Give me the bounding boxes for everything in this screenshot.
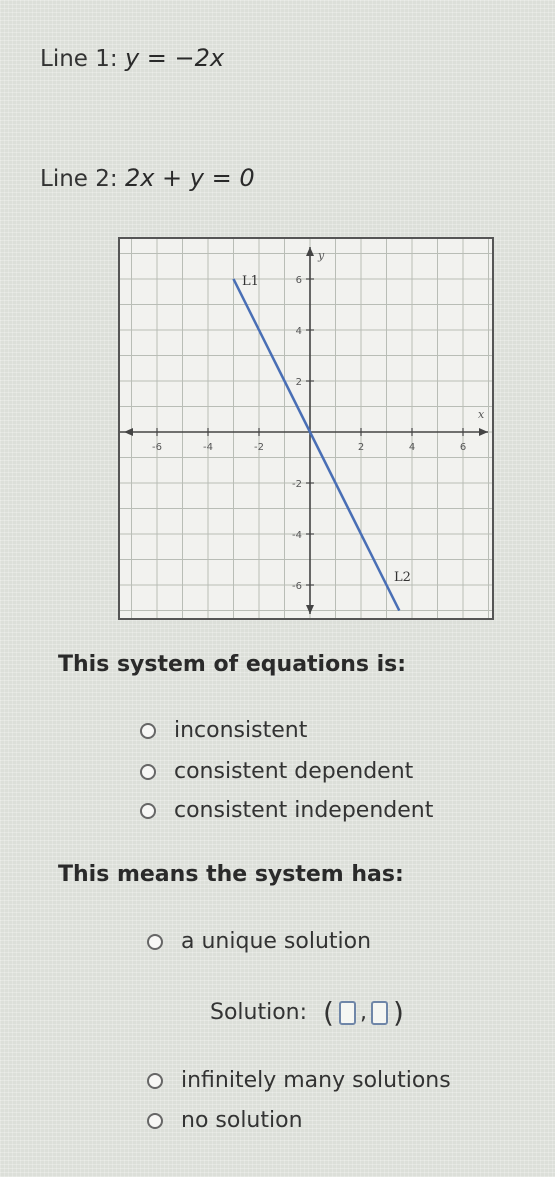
option-unique-solution[interactable] <box>147 929 371 954</box>
y-tick-label: 2 <box>295 377 302 388</box>
x-tick-label: -4 <box>203 442 213 453</box>
y-tick-label: 6 <box>295 275 302 286</box>
line-1-label: Line 1: <box>40 46 118 72</box>
y-tick-label: -4 <box>292 530 302 541</box>
graph-canvas <box>120 239 492 618</box>
question-system-type: This system of equations is: <box>58 652 407 677</box>
option-unique-solution-label: a unique solution <box>181 929 372 954</box>
radio-inconsistent[interactable] <box>140 723 156 739</box>
x-tick-label: -6 <box>152 442 162 453</box>
line-2-equation <box>40 164 255 192</box>
radio-no-solution[interactable] <box>147 1113 163 1129</box>
solution-y-input[interactable] <box>371 1001 388 1025</box>
line-1-formula: y = −2x <box>124 44 225 72</box>
question-solution-count: This means the system has: <box>58 862 404 887</box>
x-axis-label: x <box>478 408 485 421</box>
solution-row <box>210 996 406 1029</box>
option-no-solution-label: no solution <box>181 1108 303 1133</box>
option-consistent-dependent[interactable] <box>140 759 413 784</box>
radio-infinitely-many[interactable] <box>147 1073 163 1089</box>
option-consistent-independent[interactable] <box>140 798 433 823</box>
y-axis-label: y <box>318 249 325 262</box>
close-paren: ) <box>392 996 404 1029</box>
x-tick-label: -2 <box>254 442 264 453</box>
x-axis-arrow-left <box>124 428 133 436</box>
option-no-solution[interactable] <box>147 1108 303 1133</box>
option-inconsistent-label: inconsistent <box>174 718 308 743</box>
x-axis-arrow <box>479 428 488 436</box>
y-tick-label: -2 <box>292 479 302 490</box>
y-axis-arrow-down <box>306 605 314 614</box>
line-2-label: Line 2: <box>40 166 118 192</box>
solution-label: Solution: <box>210 1000 308 1025</box>
option-consistent-dependent-label: consistent dependent <box>174 759 414 784</box>
option-consistent-independent-label: consistent independent <box>174 798 434 823</box>
solution-x-input[interactable] <box>339 1001 356 1025</box>
option-infinitely-many[interactable] <box>147 1068 451 1093</box>
radio-consistent-dependent[interactable] <box>140 764 156 780</box>
option-infinitely-many-label: infinitely many solutions <box>181 1068 451 1093</box>
coordinate-graph <box>118 237 494 620</box>
y-tick-label: -6 <box>292 581 302 592</box>
x-tick-label: 2 <box>357 442 365 453</box>
open-paren: ( <box>323 996 334 1029</box>
x-tick-label: 6 <box>459 442 467 453</box>
radio-unique-solution[interactable] <box>147 934 163 950</box>
y-tick-label: 4 <box>295 326 302 337</box>
option-inconsistent[interactable] <box>140 718 307 743</box>
line-1-equation <box>40 44 224 72</box>
x-tick-label: 4 <box>408 442 416 453</box>
radio-consistent-independent[interactable] <box>140 803 156 819</box>
line-2-plot-label: L2 <box>394 570 411 585</box>
line-2-formula: 2x + y = 0 <box>124 164 255 192</box>
y-axis-arrow-up <box>306 247 314 256</box>
line-1-plot-label: L1 <box>242 274 259 289</box>
comma: , <box>359 1000 367 1025</box>
